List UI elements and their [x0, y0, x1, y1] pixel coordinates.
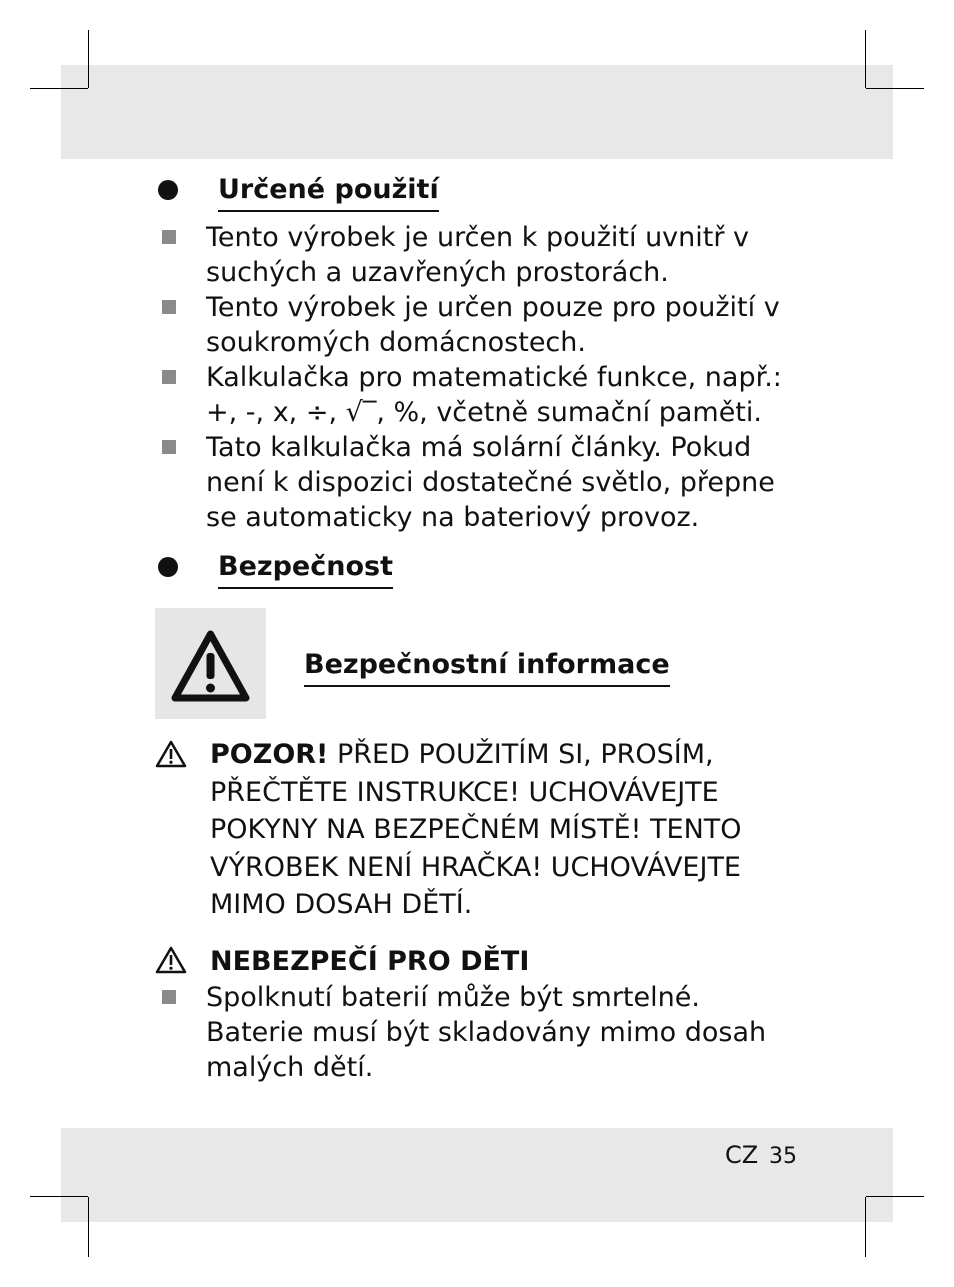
intended-use-list — [155, 220, 795, 535]
header-band — [61, 65, 893, 159]
page-number: 35 — [769, 1144, 797, 1169]
section-title: Určené použití — [218, 172, 439, 212]
square-bullet-icon — [162, 990, 176, 1004]
children-danger-list — [155, 980, 795, 1085]
caution-text: PŘED POUŽITÍM SI, PROSÍM, PŘEČTĚTE INSTRUKCE! UCHOVÁVEJTE POKYNY NA BEZPEČNÉM MÍSTĚ! TENTO VÝROBEK NENÍ HRAČKA! UCHOVÁVEJTE MIMO DOSAH DĚTÍ. — [210, 739, 742, 920]
section-bullet-dot — [158, 557, 178, 577]
warning-triangle-icon — [155, 608, 266, 719]
list-item: Kalkulačka pro matematické funkce, např.: +, -, x, ÷, √‾, %, včetně sumační paměti. — [155, 360, 795, 430]
caution-triangle-icon — [155, 739, 187, 769]
caution-triangle-icon — [155, 945, 187, 975]
list-item: Spolknutí baterií může být smrtelné. Baterie musí být skladovány mimo dosah malých dětí. — [155, 980, 795, 1085]
square-bullet-icon — [162, 370, 176, 384]
caution-text-block — [210, 736, 770, 924]
section-bullet-dot — [158, 180, 178, 200]
footer-language: CZ — [725, 1141, 759, 1169]
square-bullet-icon — [162, 440, 176, 454]
square-bullet-icon — [162, 230, 176, 244]
children-danger-heading: NEBEZPEČÍ PRO DĚTI — [210, 946, 530, 977]
list-item: Tato kalkulačka má solární články. Pokud není k dispozici dostatečné světlo, přepne se automaticky na bateriový provoz. — [155, 430, 795, 535]
section-title: Bezpečnost — [218, 549, 393, 589]
caution-label: POZOR! — [210, 739, 329, 770]
square-bullet-icon — [162, 300, 176, 314]
warning-box — [155, 608, 266, 719]
list-item: Tento výrobek je určen k použití uvnitř v suchých a uzavřených prostorách. — [155, 220, 795, 290]
safety-info-heading: Bezpečnostní informace — [304, 647, 670, 687]
list-item: Tento výrobek je určen pouze pro použití v soukromých domácnostech. — [155, 290, 795, 360]
